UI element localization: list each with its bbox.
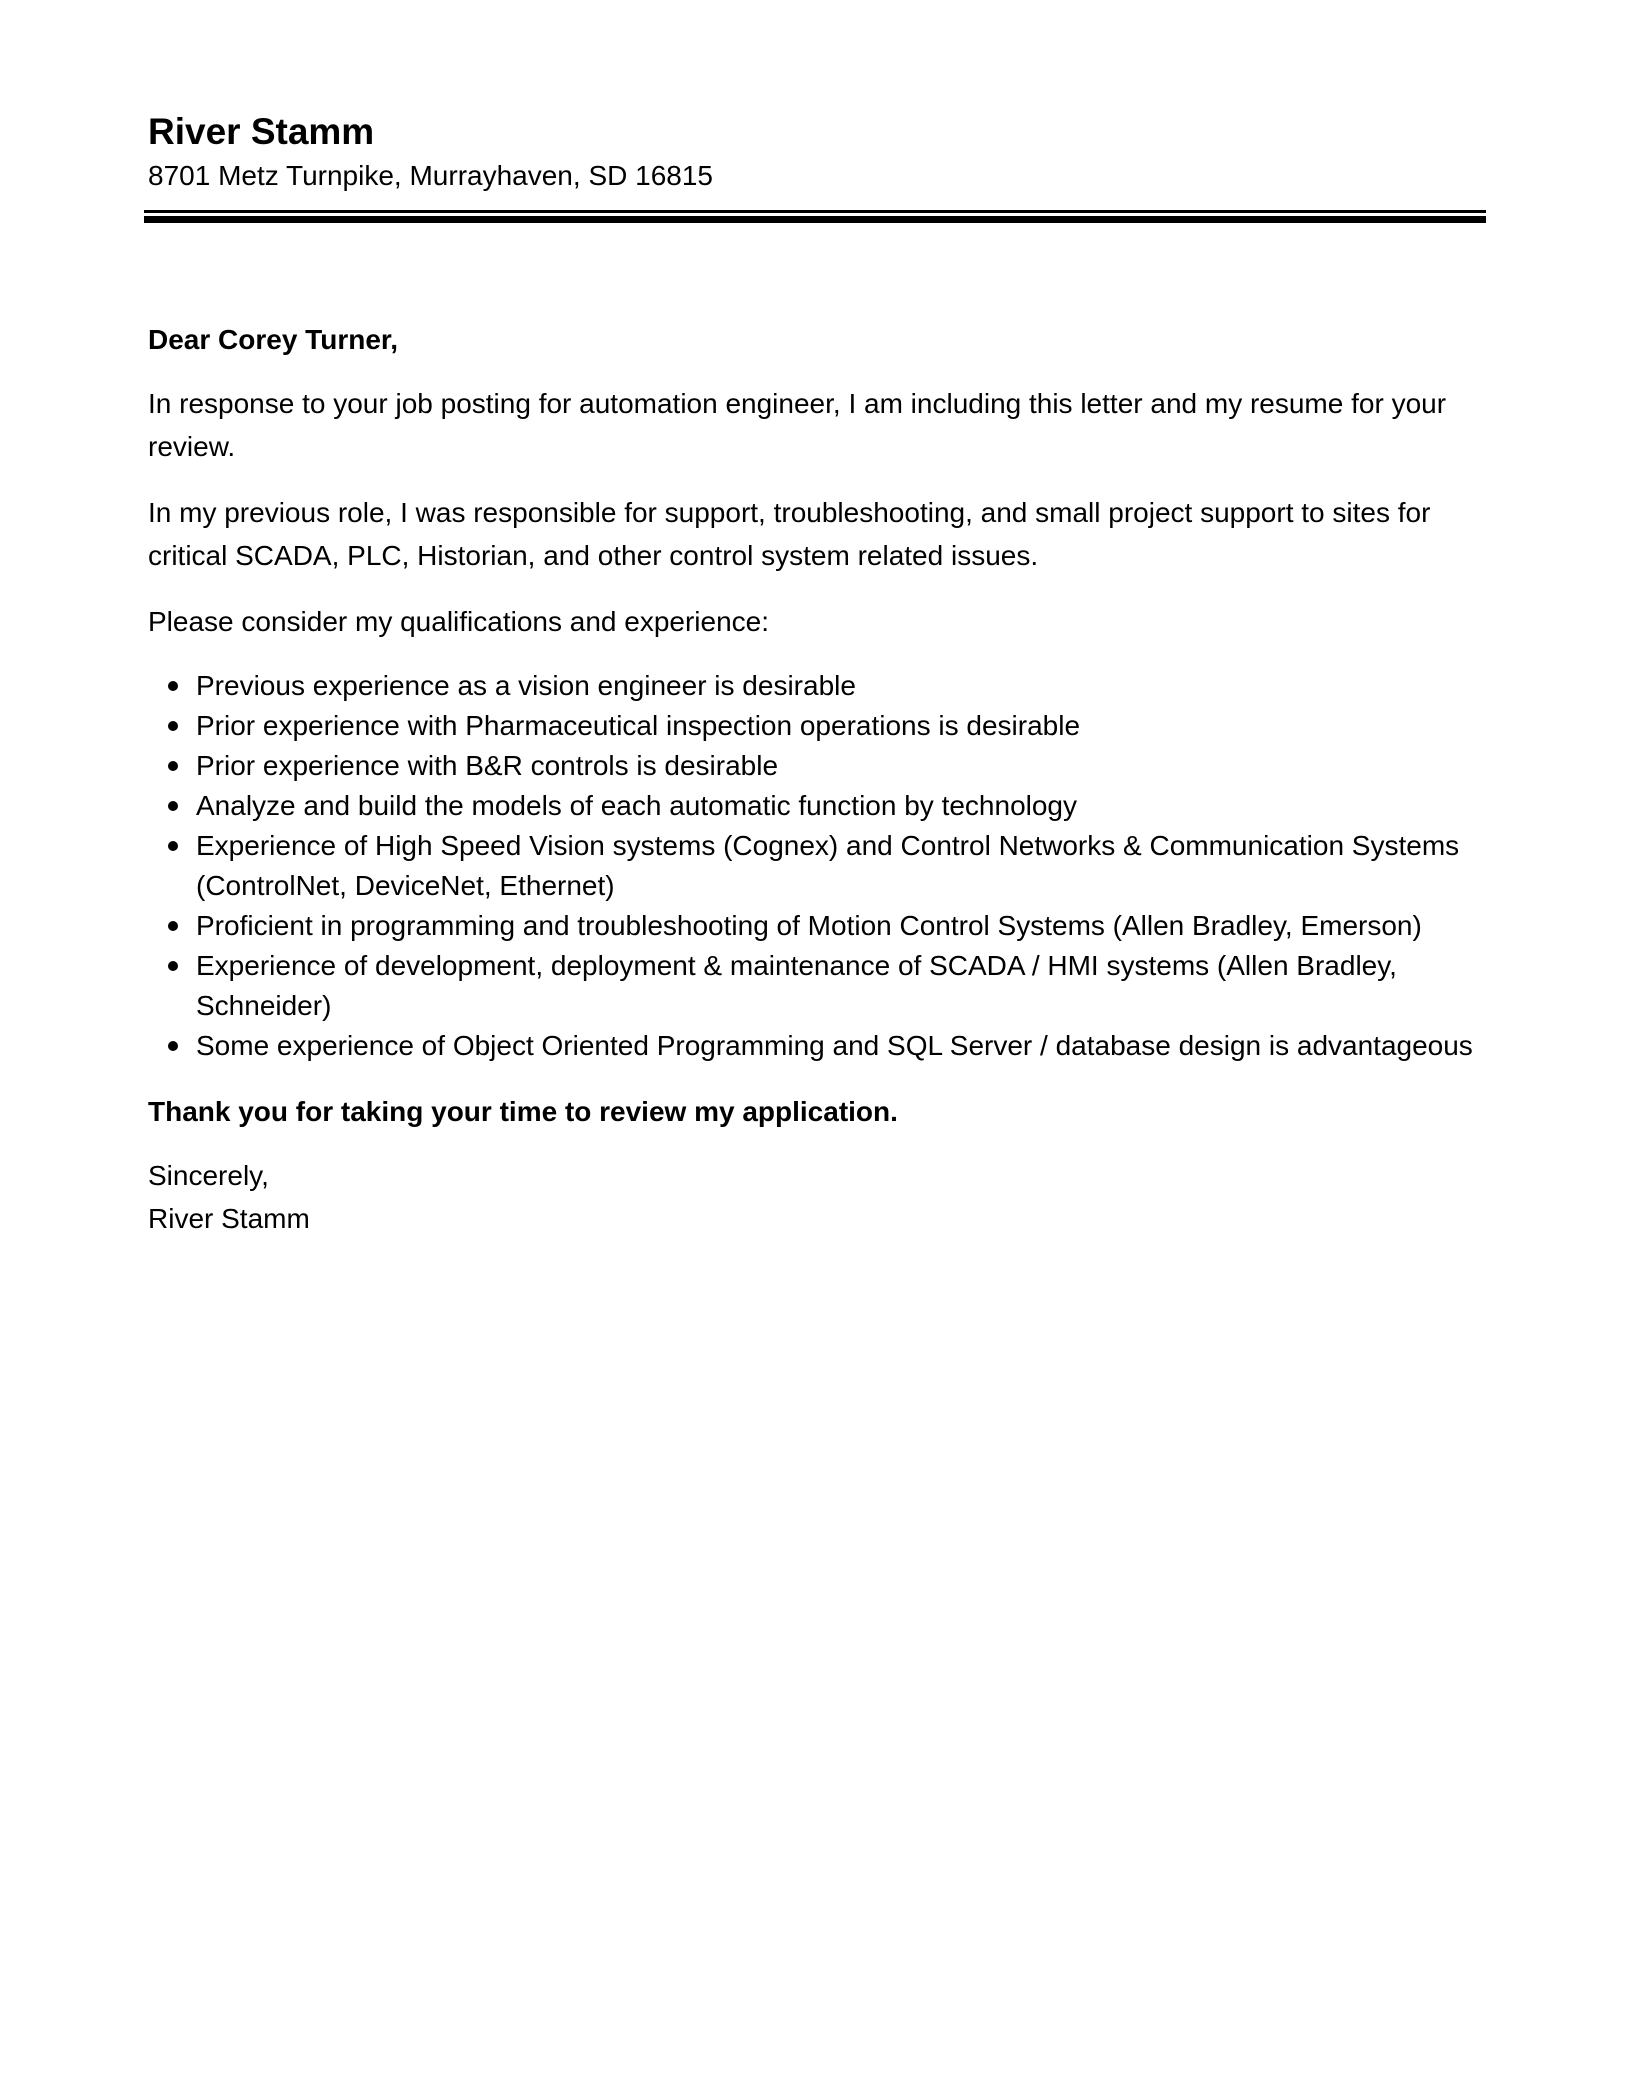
valediction: Sincerely, bbox=[148, 1160, 269, 1191]
list-item bbox=[148, 746, 1484, 786]
paragraph-intro: In response to your job posting for automation engineer, I am including this letter and my resume for your review. bbox=[148, 388, 1447, 462]
list-item bbox=[148, 1026, 1484, 1066]
list-item-text: Prior experience with B&R controls is desirable bbox=[196, 750, 779, 781]
bullet-icon bbox=[168, 801, 178, 811]
letter-body bbox=[148, 318, 1484, 1240]
salutation: Dear Corey Turner, bbox=[148, 324, 399, 355]
qualifications-list bbox=[148, 666, 1484, 1066]
bullet-icon bbox=[168, 841, 178, 851]
list-item bbox=[148, 906, 1484, 946]
list-item bbox=[148, 826, 1484, 906]
sender-address: 8701 Metz Turnpike, Murrayhaven, SD 16815 bbox=[148, 160, 713, 191]
list-item-text: Prior experience with Pharmaceutical inspection operations is desirable bbox=[196, 710, 1081, 741]
paragraph-qualifications-lead: Please consider my qualifications and experience: bbox=[148, 606, 770, 637]
list-item bbox=[148, 786, 1484, 826]
bullet-icon bbox=[168, 961, 178, 971]
list-item-text: Previous experience as a vision engineer is desirable bbox=[196, 670, 856, 701]
list-item bbox=[148, 706, 1484, 746]
list-item bbox=[148, 666, 1484, 706]
list-item-text: Analyze and build the models of each automatic function by technology bbox=[196, 790, 1078, 821]
letterhead bbox=[148, 108, 1484, 196]
bullet-icon bbox=[168, 721, 178, 731]
bullet-icon bbox=[168, 761, 178, 771]
bullet-icon bbox=[168, 681, 178, 691]
list-item-text: Experience of development, deployment & maintenance of SCADA / HMI systems (Allen Bradley, Schneider) bbox=[196, 950, 1397, 1021]
header-divider bbox=[144, 210, 1486, 223]
divider-thick-line bbox=[144, 216, 1486, 223]
divider-thin-line bbox=[144, 210, 1486, 213]
list-item-text: Proficient in programming and troubleshooting of Motion Control Systems (Allen Bradley, Emerson) bbox=[196, 910, 1422, 941]
list-item-text: Some experience of Object Oriented Programming and SQL Server / database design is advantageous bbox=[196, 1030, 1473, 1061]
list-item-text: Experience of High Speed Vision systems (Cognex) and Control Networks & Communication Systems (ControlNet, DeviceNet, Ethernet) bbox=[196, 830, 1460, 901]
bullet-icon bbox=[168, 1041, 178, 1051]
signature-name: River Stamm bbox=[148, 1203, 310, 1234]
list-item bbox=[148, 946, 1484, 1026]
closing-line: Thank you for taking your time to review my application. bbox=[148, 1096, 898, 1127]
bullet-icon bbox=[168, 921, 178, 931]
paragraph-previous-role: In my previous role, I was responsible for support, troubleshooting, and small project support to sites for critical SCADA, PLC, Historian, and other control system related issues. bbox=[148, 497, 1431, 571]
sender-name: River Stamm bbox=[148, 111, 375, 152]
